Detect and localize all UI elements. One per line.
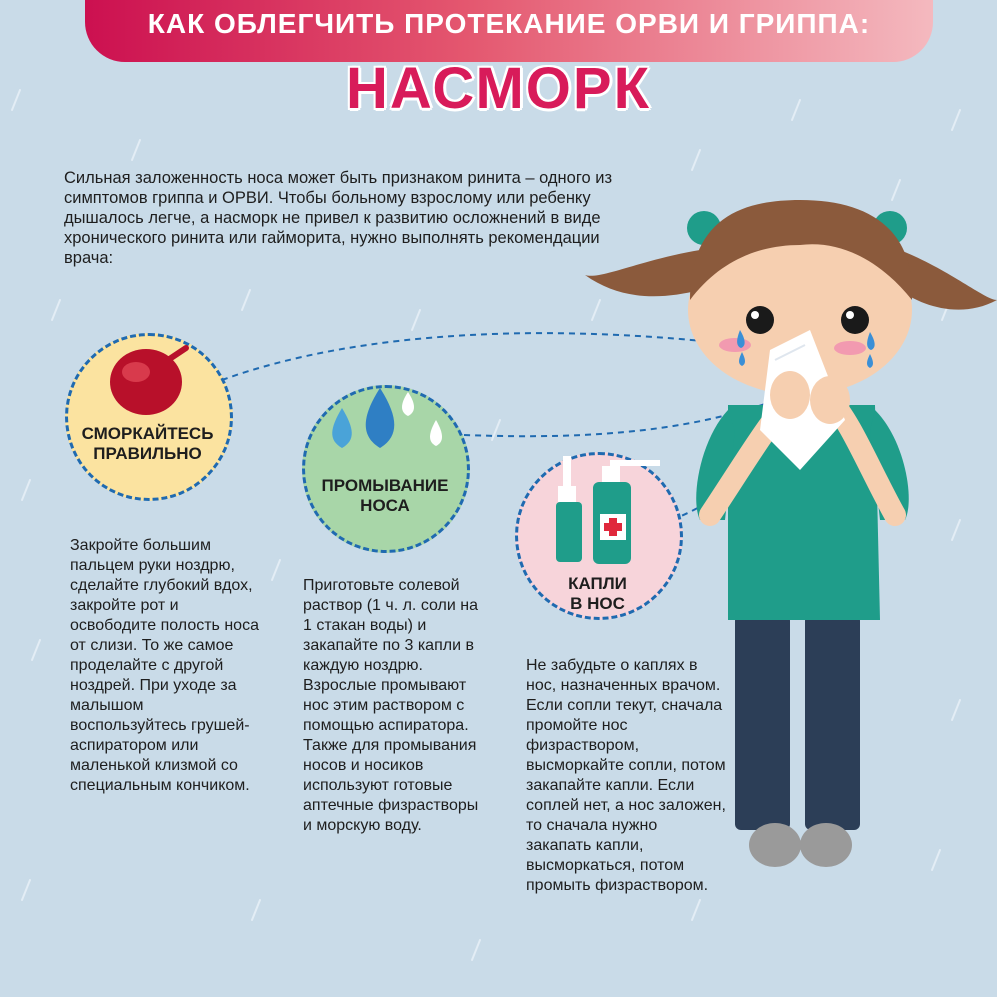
tip-text-nose-rinse: Приготовьте солевой раствор (1 ч. л. соли на 1 стакан воды) и закапайте по 3 капли в каждую ноздрю. Взрослые промывают нос этим раствором с помощью аспиратора. Также для промывания носов и носиков используют готовые аптечные физрастворы и морскую воду. (303, 577, 479, 834)
tip-title-line1: СМОРКАЙТЕСЬ (81, 424, 214, 443)
tip-title-line2: В НОС (570, 594, 625, 613)
page-title: КАК ОБЛЕГЧИТЬ ПРОТЕКАНИЕ ОРВИ И ГРИППА: (147, 8, 871, 39)
intro-text: Сильная заложенность носа может быть признаком ринита – одного из симптомов гриппа и ОРВИ. Чтобы больному взрослому или ребенку дышалось легче, а насморк не привел к развитию осложнений в виде хронического ринита или гайморита, нужно выполнять рекомендации врача: (64, 169, 613, 267)
tip-text-blow-nose: Закройте большим пальцем руки ноздрю, сделайте глубокий вдох, закройте рот и освободите полость носа от слизи. То же самое проделайте с другой ноздрей. При уходе за малышом воспользуйтесь грушей-аспиратором или маленькой клизмой со специальным кончиком. (70, 537, 259, 794)
tip-text-nose-drops: Не забудьте о каплях в нос, назначенных врачом. Если сопли текут, сначала промойте нос физраствором, высморкайте сопли, потом закапайте капли. Если соплей нет, а нос заложен, то сначала нужно закапать капли, высморкаться, потом промыть физраствором. (526, 657, 726, 894)
tip-title-line2: НОСА (360, 496, 410, 515)
tip-title-line1: КАПЛИ (568, 574, 627, 593)
tip-title-line1: ПРОМЫВАНИЕ (321, 476, 449, 495)
tip-title-line2: ПРАВИЛЬНО (93, 444, 202, 463)
page-subtitle: НАСМОРК (346, 56, 651, 121)
